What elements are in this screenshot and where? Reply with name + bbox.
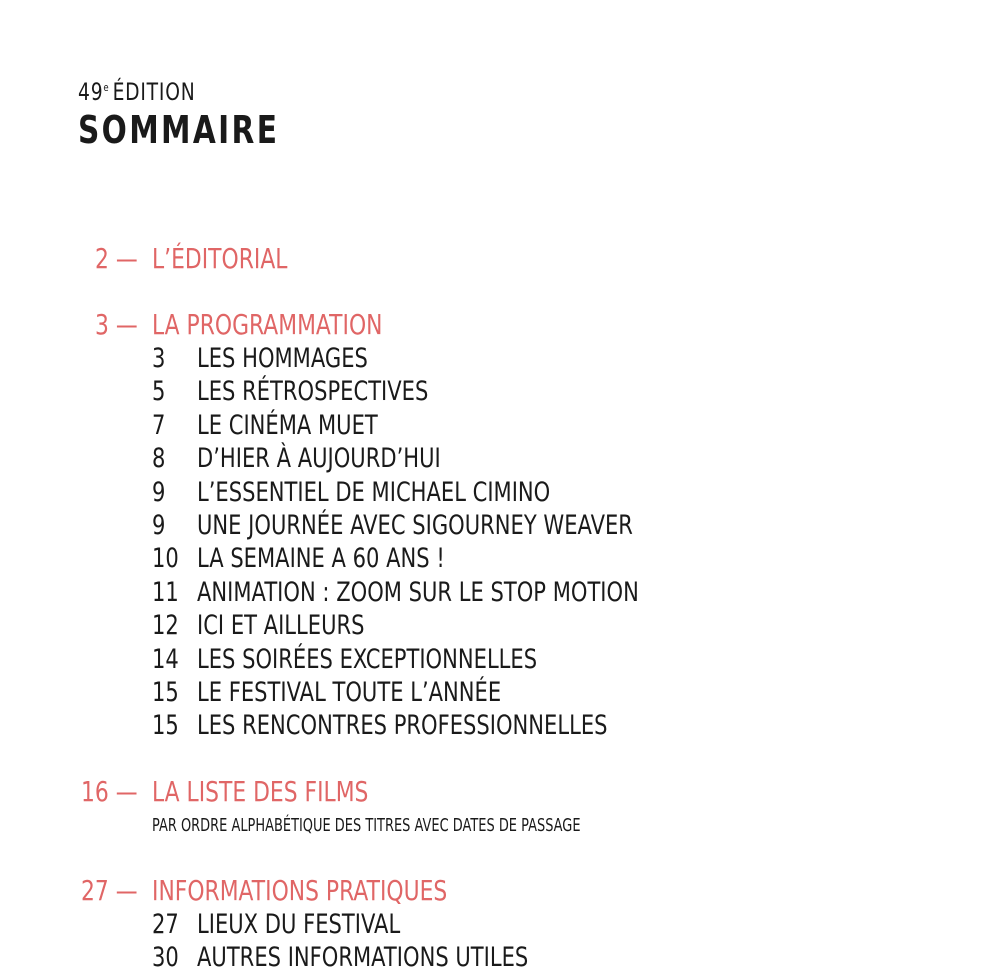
section-title[interactable]: LA PROGRAMMATION: [152, 308, 383, 341]
toc-item[interactable]: [152, 477, 952, 510]
item-label: ANIMATION : ZOOM SUR LE STOP MOTION: [197, 576, 639, 608]
section-subtitle: PAR ORDRE ALPHABÉTIQUE DES TITRES AVEC DATES DE PASSAGE: [152, 815, 581, 836]
section-title[interactable]: LA LISTE DES FILMS: [152, 775, 369, 808]
item-page-number: 8: [152, 443, 166, 475]
toc-item[interactable]: [152, 443, 952, 476]
toc-item[interactable]: [152, 376, 952, 409]
item-label: LES RENCONTRES PROFESSIONNELLES: [197, 710, 608, 742]
item-label: AUTRES INFORMATIONS UTILES: [197, 942, 529, 974]
section-title[interactable]: INFORMATIONS PRATIQUES: [152, 874, 448, 907]
toc-item[interactable]: [152, 610, 952, 643]
page-header: [78, 74, 336, 152]
item-page-number: 10: [152, 543, 179, 575]
toc-item[interactable]: [152, 343, 952, 376]
item-label: LES SOIRÉES EXCEPTIONNELLES: [197, 643, 538, 675]
toc-item[interactable]: [152, 710, 952, 743]
toc-item[interactable]: [152, 410, 952, 443]
item-label: LIEUX DU FESTIVAL: [197, 909, 401, 940]
edition-number: 49: [78, 78, 104, 106]
item-page-number: 3: [152, 343, 166, 374]
item-page-number: 7: [152, 409, 166, 441]
item-page-number: 9: [152, 476, 166, 508]
item-page-number: 11: [152, 576, 179, 608]
item-label: UNE JOURNÉE AVEC SIGOURNEY WEAVER: [197, 509, 633, 541]
item-page-number: 30: [152, 942, 179, 974]
toc-item[interactable]: [152, 543, 952, 576]
item-label: LES HOMMAGES: [197, 343, 368, 374]
item-page-number: 15: [152, 710, 179, 742]
toc-item[interactable]: [152, 644, 952, 677]
toc-item[interactable]: [152, 942, 952, 975]
item-label: LES RÉTROSPECTIVES: [197, 376, 429, 408]
section-number: 27 —: [81, 874, 138, 907]
section-number: 2 —: [95, 242, 138, 275]
section-number: 16 —: [81, 775, 138, 808]
item-page-number: 9: [152, 509, 166, 541]
item-label: LE FESTIVAL TOUTE L’ANNÉE: [197, 676, 502, 708]
item-label: D’HIER À AUJOURD’HUI: [197, 443, 441, 475]
toc-item[interactable]: [152, 909, 952, 942]
item-page-number: 14: [152, 643, 179, 675]
toc-item[interactable]: [152, 677, 952, 710]
edition-word: ÉDITION: [112, 78, 196, 106]
item-page-number: 27: [152, 909, 179, 940]
page-title: SOMMAIRE: [78, 108, 280, 152]
item-label: LA SEMAINE A 60 ANS !: [197, 543, 445, 575]
section-title[interactable]: L’ÉDITORIAL: [152, 242, 288, 275]
edition-label: [78, 74, 279, 106]
section-number: 3 —: [95, 308, 138, 341]
section-item-list: [152, 343, 952, 744]
item-page-number: 12: [152, 610, 179, 642]
item-label: LE CINÉMA MUET: [197, 409, 378, 441]
item-label: ICI ET AILLEURS: [197, 610, 365, 642]
item-page-number: 15: [152, 676, 179, 708]
edition-superscript: e: [103, 81, 110, 94]
item-label: L’ESSENTIEL DE MICHAEL CIMINO: [197, 476, 551, 508]
toc-item[interactable]: [152, 577, 952, 610]
item-page-number: 5: [152, 376, 166, 408]
toc-item[interactable]: [152, 510, 952, 543]
section-item-list: [152, 909, 952, 976]
